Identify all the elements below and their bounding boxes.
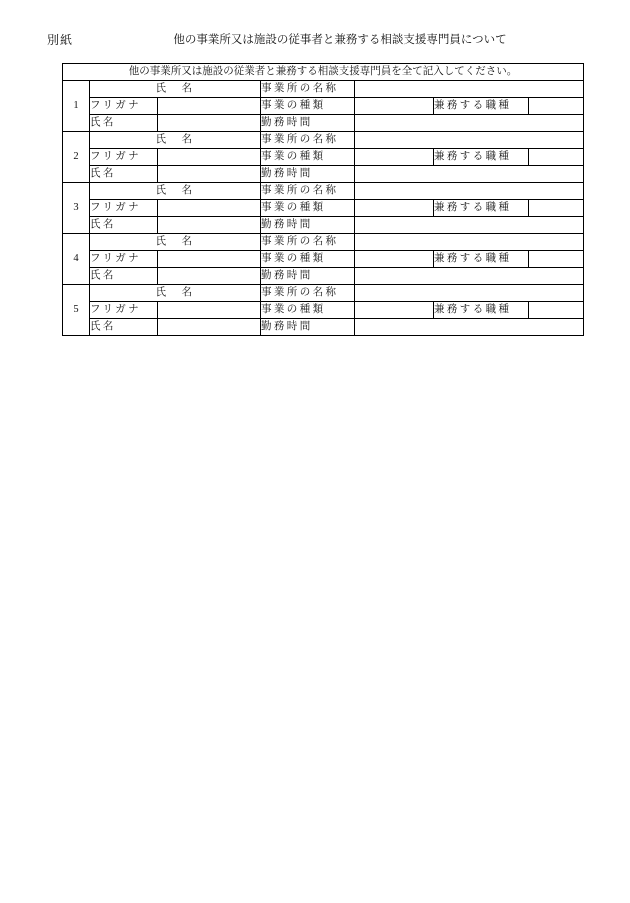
entry-3-row-office — [63, 183, 584, 200]
business-type-field — [355, 302, 434, 319]
entry-number: 4 — [63, 234, 90, 285]
entry-3-row-name — [63, 217, 584, 234]
concurrent-role-label: 兼務する職種 — [434, 98, 529, 115]
name-column-header: 氏 名 — [90, 132, 261, 149]
business-type-field — [355, 251, 434, 268]
office-name-field — [355, 285, 584, 302]
office-name-label: 事業所の名称 — [261, 285, 355, 302]
instruction-row — [63, 64, 584, 81]
work-hours-label: 勤務時間 — [261, 319, 355, 336]
office-name-label: 事業所の名称 — [261, 132, 355, 149]
furigana-label: フリガナ — [90, 302, 158, 319]
business-type-field — [355, 149, 434, 166]
name-label: 氏名 — [90, 268, 158, 285]
work-hours-label: 勤務時間 — [261, 166, 355, 183]
work-hours-field — [355, 319, 584, 336]
furigana-field — [158, 149, 261, 166]
work-hours-field — [355, 217, 584, 234]
concurrent-role-field — [529, 149, 584, 166]
name-label: 氏名 — [90, 319, 158, 336]
entry-2-row-office — [63, 132, 584, 149]
name-label: 氏名 — [90, 166, 158, 183]
furigana-label: フリガナ — [90, 200, 158, 217]
name-field — [158, 217, 261, 234]
business-type-field — [355, 200, 434, 217]
work-hours-label: 勤務時間 — [261, 115, 355, 132]
furigana-label: フリガナ — [90, 149, 158, 166]
entry-4-row-name — [63, 268, 584, 285]
entry-4-row-furigana — [63, 251, 584, 268]
name-field — [158, 166, 261, 183]
name-column-header: 氏 名 — [90, 234, 261, 251]
office-name-field — [355, 132, 584, 149]
office-name-field — [355, 183, 584, 200]
entry-5-row-name — [63, 319, 584, 336]
furigana-field — [158, 98, 261, 115]
office-name-label: 事業所の名称 — [261, 234, 355, 251]
entry-3-row-furigana — [63, 200, 584, 217]
name-field — [158, 268, 261, 285]
concurrent-role-field — [529, 251, 584, 268]
entry-5-row-furigana — [63, 302, 584, 319]
instruction-text: 他の事業所又は施設の従業者と兼務する相談支援専門員を全て記入してください。 — [63, 64, 584, 81]
concurrent-role-label: 兼務する職種 — [434, 251, 529, 268]
entry-1-row-furigana — [63, 98, 584, 115]
business-type-label: 事業の種類 — [261, 149, 355, 166]
concurrent-role-field — [529, 98, 584, 115]
furigana-field — [158, 302, 261, 319]
business-type-field — [355, 98, 434, 115]
furigana-field — [158, 200, 261, 217]
business-type-label: 事業の種類 — [261, 98, 355, 115]
entry-1-row-office — [63, 81, 584, 98]
attachment-label: 別紙 — [47, 33, 74, 47]
work-hours-field — [355, 115, 584, 132]
entry-number: 3 — [63, 183, 90, 234]
office-name-label: 事業所の名称 — [261, 81, 355, 98]
name-field — [158, 115, 261, 132]
concurrent-staff-table — [62, 63, 584, 336]
concurrent-role-field — [529, 200, 584, 217]
furigana-label: フリガナ — [90, 98, 158, 115]
concurrent-role-label: 兼務する職種 — [434, 302, 529, 319]
furigana-field — [158, 251, 261, 268]
work-hours-field — [355, 268, 584, 285]
document-title: 他の事業所又は施設の従事者と兼務する相談支援専門員について — [173, 34, 507, 46]
work-hours-field — [355, 166, 584, 183]
entry-number: 5 — [63, 285, 90, 336]
business-type-label: 事業の種類 — [261, 302, 355, 319]
concurrent-role-field — [529, 302, 584, 319]
name-column-header: 氏 名 — [90, 285, 261, 302]
office-name-label: 事業所の名称 — [261, 183, 355, 200]
work-hours-label: 勤務時間 — [261, 268, 355, 285]
name-label: 氏名 — [90, 217, 158, 234]
office-name-field — [355, 81, 584, 98]
entry-2-row-name — [63, 166, 584, 183]
work-hours-label: 勤務時間 — [261, 217, 355, 234]
business-type-label: 事業の種類 — [261, 251, 355, 268]
entry-5-row-office — [63, 285, 584, 302]
name-label: 氏名 — [90, 115, 158, 132]
name-column-header: 氏 名 — [90, 81, 261, 98]
name-column-header: 氏 名 — [90, 183, 261, 200]
entry-2-row-furigana — [63, 149, 584, 166]
name-field — [158, 319, 261, 336]
entry-1-row-name — [63, 115, 584, 132]
entry-number: 2 — [63, 132, 90, 183]
office-name-field — [355, 234, 584, 251]
entry-number: 1 — [63, 81, 90, 132]
entry-4-row-office — [63, 234, 584, 251]
business-type-label: 事業の種類 — [261, 200, 355, 217]
concurrent-role-label: 兼務する職種 — [434, 200, 529, 217]
concurrent-role-label: 兼務する職種 — [434, 149, 529, 166]
furigana-label: フリガナ — [90, 251, 158, 268]
